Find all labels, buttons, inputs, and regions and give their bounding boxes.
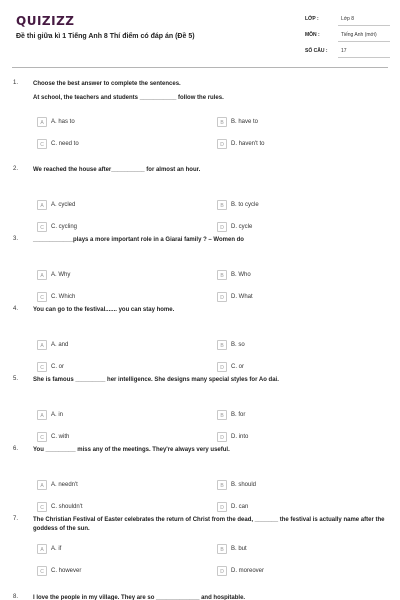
option-text: C. with: [51, 434, 70, 440]
page-header: [0, 0, 400, 70]
quizizz-logo: QUIZIZZ: [16, 14, 75, 28]
answer-option-b[interactable]: [217, 117, 367, 129]
meta-row-subject: [300, 30, 390, 42]
option-letter-badge: A: [37, 480, 47, 490]
option-letter-badge: A: [37, 544, 47, 554]
option-text: B. have to: [231, 119, 259, 125]
answer-option-a[interactable]: [37, 480, 187, 492]
option-text: B. but: [231, 546, 247, 552]
option-text: D. What: [231, 294, 253, 300]
meta-row-class: [300, 14, 390, 26]
option-letter-badge: C: [37, 566, 47, 576]
question-number: 5.: [13, 376, 19, 382]
option-letter-badge: C: [37, 502, 47, 512]
answer-option-a[interactable]: [37, 117, 187, 129]
question-stem: I love the people in my village. They are so _____________ and hospitable.: [33, 595, 246, 600]
option-letter-badge: C: [37, 139, 47, 149]
answer-option-c[interactable]: [37, 362, 187, 374]
question-number: 2.: [13, 166, 19, 172]
option-text: B. for: [231, 412, 246, 418]
option-letter-badge: C: [37, 362, 47, 372]
question-stem: You can go to the festival....... you can stay home.: [33, 307, 175, 313]
question-stem: You _________ miss any of the meetings. They're always very useful.: [33, 447, 230, 453]
option-letter-badge: D: [217, 362, 227, 372]
option-text: B. Who: [231, 272, 251, 278]
meta-underline: [338, 57, 390, 58]
meta-value: Lớp 8: [341, 16, 355, 22]
meta-underline: [338, 41, 390, 42]
meta-value: 17: [341, 48, 347, 54]
question-number: 8.: [13, 594, 19, 600]
answer-option-d[interactable]: [217, 502, 367, 514]
answer-option-c[interactable]: [37, 222, 187, 234]
meta-underline: [338, 25, 390, 26]
option-text: D. haven't to: [231, 141, 265, 147]
option-text: A. if: [51, 546, 62, 552]
question-number: 4.: [13, 306, 19, 312]
option-letter-badge: B: [217, 200, 227, 210]
answer-option-d[interactable]: [217, 362, 367, 374]
option-letter-badge: B: [217, 340, 227, 350]
answer-option-b[interactable]: [217, 270, 367, 282]
option-text: C. need to: [51, 141, 79, 147]
answer-option-b[interactable]: [217, 544, 367, 556]
answer-option-a[interactable]: [37, 200, 187, 212]
meta-key: MÔN :: [305, 32, 320, 38]
answer-option-c[interactable]: [37, 292, 187, 304]
option-text: A. and: [51, 342, 69, 348]
option-text: D. cycle: [231, 224, 253, 230]
meta-key: SỐ CÂU :: [305, 48, 328, 54]
option-letter-badge: B: [217, 544, 227, 554]
option-letter-badge: B: [217, 270, 227, 280]
option-text: C. Which: [51, 294, 76, 300]
meta-value: Tiếng Anh (mới): [341, 32, 377, 38]
document-title: Đề thi giữa kì 1 Tiếng Anh 8 Thí điểm có đáp án (Đề 5): [16, 33, 195, 40]
option-text: A. in: [51, 412, 64, 418]
question-stem: Choose the best answer to complete the sentences.: [33, 81, 181, 87]
option-text: C. however: [51, 568, 82, 574]
option-text: B. to cycle: [231, 202, 259, 208]
option-text: C. or: [51, 364, 65, 370]
answer-option-d[interactable]: [217, 222, 367, 234]
option-letter-badge: B: [217, 410, 227, 420]
question-stem: We reached the house after__________ for almost an hour.: [33, 167, 201, 173]
question-number: 6.: [13, 446, 19, 452]
option-text: B. should: [231, 482, 257, 488]
answer-option-b[interactable]: [217, 200, 367, 212]
answer-option-c[interactable]: [37, 566, 187, 578]
option-letter-badge: D: [217, 222, 227, 232]
answer-option-d[interactable]: [217, 566, 367, 578]
option-text: D. into: [231, 434, 249, 440]
answer-option-a[interactable]: [37, 270, 187, 282]
question-number: 3.: [13, 236, 19, 242]
answer-option-c[interactable]: [37, 502, 187, 514]
question-number: 1.: [13, 80, 19, 86]
option-text: A. has to: [51, 119, 75, 125]
option-letter-badge: A: [37, 340, 47, 350]
option-text: C. or: [231, 364, 245, 370]
option-letter-badge: C: [37, 292, 47, 302]
answer-option-b[interactable]: [217, 410, 367, 422]
answer-option-b[interactable]: [217, 480, 367, 492]
option-letter-badge: C: [37, 222, 47, 232]
option-text: A. Why: [51, 272, 71, 278]
option-letter-badge: D: [217, 292, 227, 302]
meta-key: LỚP :: [305, 16, 319, 22]
answer-option-d[interactable]: [217, 292, 367, 304]
option-letter-badge: A: [37, 200, 47, 210]
header-divider: [12, 67, 388, 68]
option-letter-badge: A: [37, 410, 47, 420]
answer-option-b[interactable]: [217, 340, 367, 352]
meta-row-count: [300, 46, 390, 58]
question-sentence: At school, the teachers and students ___________ follow the rules.: [33, 95, 224, 101]
question-stem: ____________plays a more important role in a Giarai family ? – Women do: [33, 237, 244, 243]
option-text: C. cycling: [51, 224, 78, 230]
meta-box: [300, 12, 390, 58]
question-stem: The Christian Festival of Easter celebrates the return of Christ from the dead, _______ the festival is actually name after the goddess of the sun.: [33, 517, 385, 532]
answer-option-a[interactable]: [37, 544, 187, 556]
option-letter-badge: C: [37, 432, 47, 442]
answer-option-c[interactable]: [37, 139, 187, 151]
option-text: D. can: [231, 504, 249, 510]
option-letter-badge: A: [37, 117, 47, 127]
option-text: A. needn't: [51, 482, 78, 488]
option-text: B. so: [231, 342, 245, 348]
question-number: 7.: [13, 516, 19, 522]
answer-option-a[interactable]: [37, 410, 187, 422]
answer-option-d[interactable]: [217, 139, 367, 151]
answer-option-d[interactable]: [217, 432, 367, 444]
option-text: C. shouldn't: [51, 504, 83, 510]
option-letter-badge: D: [217, 432, 227, 442]
option-letter-badge: B: [217, 480, 227, 490]
answer-option-a[interactable]: [37, 340, 187, 352]
option-text: A. cycled: [51, 202, 76, 208]
option-text: D. moreover: [231, 568, 265, 574]
option-letter-badge: B: [217, 117, 227, 127]
option-letter-badge: D: [217, 502, 227, 512]
question-stem: She is famous _________ her intelligence. She designs many special styles for Ao dai.: [33, 377, 279, 383]
option-letter-badge: D: [217, 566, 227, 576]
answer-option-c[interactable]: [37, 432, 187, 444]
option-letter-badge: D: [217, 139, 227, 149]
option-letter-badge: A: [37, 270, 47, 280]
